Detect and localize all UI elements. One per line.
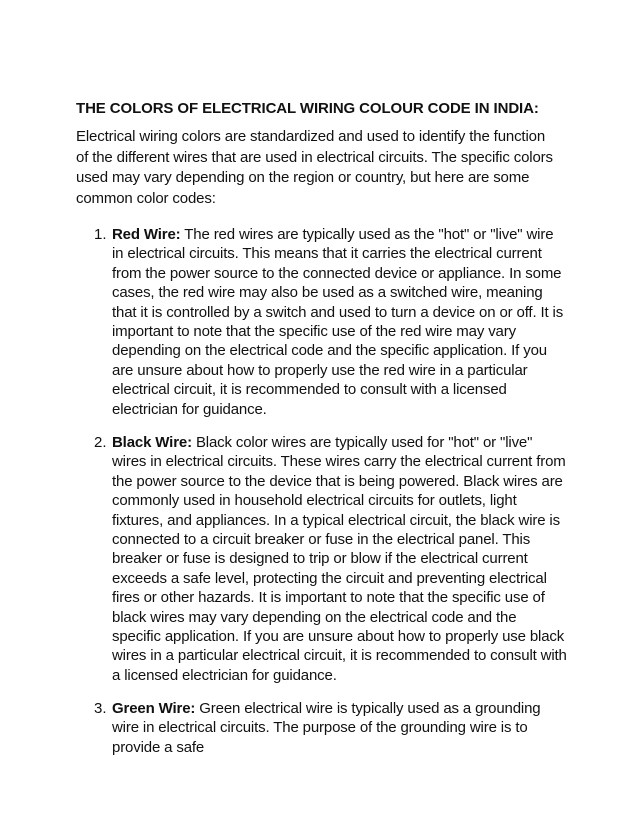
list-item-body bbox=[112, 433, 568, 685]
list-item-number: 2. bbox=[94, 434, 107, 451]
list-item-term: Black Wire: bbox=[112, 434, 192, 451]
list-item-term: Green Wire: bbox=[112, 700, 196, 717]
list-item-body bbox=[112, 699, 568, 757]
list-item-text: The red wires are typically used as the "hot" or "live" wire in electrical circuits. This means that it carries the electrical current from the power source to the connected device or appliance. In some cases, the red wire may also be used as a switched wire, meaning that it is controlled by a switch and used to turn a device on or off. It is important to note that the specific use of the red wire may vary depending on the electrical code and the specific application. If you are unsure about how to properly use the red wire in a particular electrical circuit, it is recommended to consult with a licensed electrician for guidance. bbox=[112, 226, 564, 418]
list-item-body bbox=[112, 225, 568, 419]
list-item-number: 1. bbox=[94, 226, 107, 243]
intro-paragraph: Electrical wiring colors are standardized and used to identify the function of the different wires that are used in electrical circuits. The specific colors used may vary depending on the region or country, but here are some common color codes: bbox=[76, 128, 553, 207]
document-heading: THE COLORS OF ELECTRICAL WIRING COLOUR CODE IN INDIA: bbox=[76, 100, 539, 117]
list-item-term: Red Wire: bbox=[112, 226, 181, 243]
list-item-text: Black color wires are typically used for "hot" or "live" wires in electrical circuits. These wires carry the electrical current from the power source to the device that is being powered. Black wires are commonly used in household electrical circuits for outlets, light fixtures, and appliances. In a typical electrical circuit, the black wire is connected to a circuit breaker or fuse in the electrical panel. This breaker or fuse is designed to trip or blow if the electrical current exceeds a safe level, protecting the circuit and preventing electrical fires or other hazards. It is important to note that the specific use of black wires may vary depending on the electrical code and the specific application. If you are unsure about how to properly use black wires in a particular electrical circuit, it is recommended to consult with a licensed electrician for guidance. bbox=[112, 434, 567, 684]
list-item-text: Green electrical wire is typically used as a grounding wire in electrical circuits. The purpose of the grounding wire is to provide a safe bbox=[112, 700, 541, 756]
list-item-number: 3. bbox=[94, 700, 107, 717]
